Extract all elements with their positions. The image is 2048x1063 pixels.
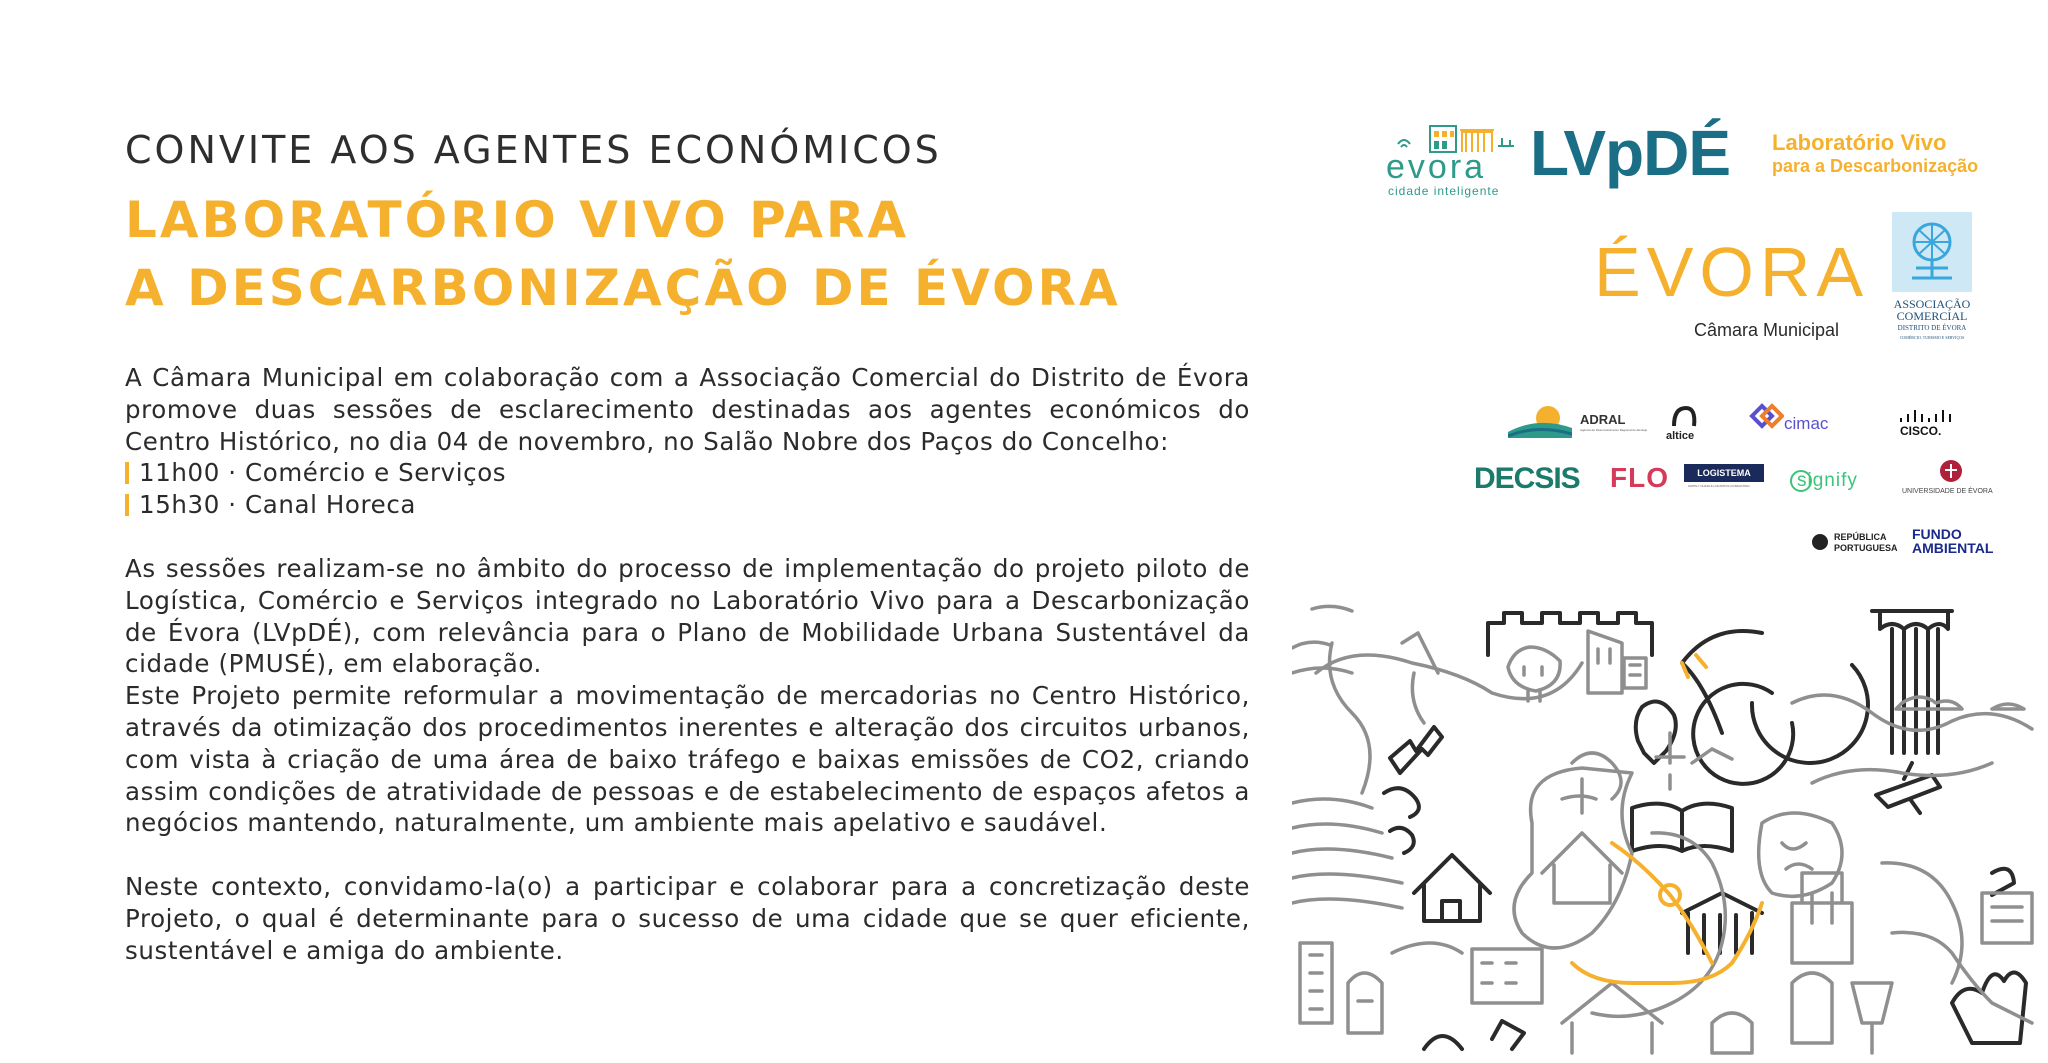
logistema-sub: SUPPLY CHAIN & LOGISTICS CONSULTING xyxy=(1688,484,1750,488)
fundo-line-1: FUNDO xyxy=(1912,526,1962,542)
logistema-name: LOGISTEMA xyxy=(1684,464,1764,482)
kicker-heading: CONVITE AOS AGENTES ECONÓMICOS xyxy=(125,128,942,172)
republica-line-1: REPÚBLICA xyxy=(1834,532,1887,542)
decsis-logo: DECSIS xyxy=(1474,462,1580,495)
adral-logo xyxy=(1508,402,1688,442)
session-marker xyxy=(125,462,129,484)
title-line-1: LABORATÓRIO VIVO PARA xyxy=(125,191,910,249)
university-name: UNIVERSIDADE DE ÉVORA xyxy=(1902,488,1993,495)
session-item xyxy=(125,489,1250,521)
cimac-logo xyxy=(1748,402,1848,446)
logistema-logo xyxy=(1684,464,1766,500)
session-marker xyxy=(125,494,129,516)
cisco-logo xyxy=(1898,408,1958,444)
cm-evora-name: ÉVORA xyxy=(1594,233,1870,311)
camara-municipal-logo xyxy=(1594,232,1870,344)
republica-line-2: PORTUGUESA xyxy=(1834,543,1898,553)
context-paragraph: As sessões realizam-se no âmbito do processo de implementação do projeto piloto de Logística, Comércio e Serviços integrado no Laboratório Vivo para a Descarbonização de Évora (LVpDÉ), com relevância para o Plano de Mobilidade Urbana Sustentável da cidade (PMUSÉ), em elaboração. xyxy=(125,553,1250,679)
page-title xyxy=(125,186,1121,322)
session-item xyxy=(125,457,1250,489)
body-text xyxy=(125,362,1250,967)
evora-ci-tagline: cidade inteligente xyxy=(1388,184,1500,198)
fundo-line-2: AMBIENTAL xyxy=(1912,540,1994,556)
universidade-evora-logo xyxy=(1902,458,2002,502)
cisco-name: CISCO. xyxy=(1900,424,1942,438)
lvpde-line-1: Laboratório Vivo xyxy=(1772,130,1947,155)
project-paragraph: Este Projeto permite reformular a movimentação de mercadorias no Centro Histórico, através da otimização dos procedimentos inerentes e alteração dos circuitos urbanos, com vista à criação de uma área de baixo tráfego e baixas emissões de CO2, criando assim condições de atratividade de pessoas e de estabelecimento de espaços afetos a negócios mantendo, naturalmente, um ambiente mais apelativo e saudável. xyxy=(125,681,1250,838)
signify-name: signify xyxy=(1797,470,1858,491)
republica-portuguesa-logo xyxy=(1810,530,1900,560)
assoc-line-4: COMÉRCIO, TURISMO E SERVIÇOS xyxy=(1899,335,1965,340)
evora-ci-name: evora xyxy=(1386,148,1487,186)
assoc-line-1: ASSOCIAÇÃO xyxy=(1893,297,1971,311)
flo-logo: FLO xyxy=(1610,462,1669,493)
lvpde-line-2: para a Descarbonização xyxy=(1772,156,1979,176)
invitation-paragraph: Neste contexto, convidamo-la(o) a participar e colaborar para a concretização deste Projeto, o qual é determinante para o sucesso de uma cidade que se quer eficiente, sustentável e amiga do ambiente. xyxy=(125,872,1250,965)
globe-scales-icon xyxy=(1892,212,1972,292)
adral-name: ADRAL xyxy=(1580,412,1626,427)
adral-sub: Agência de Desenvolvimento Regional do Alentejo xyxy=(1580,428,1648,432)
session-text: 15h30 · Canal Horeca xyxy=(139,490,417,520)
cisco-bars-icon xyxy=(1898,408,1952,424)
cimac-name: cimac xyxy=(1784,414,1829,433)
cm-evora-sub: Câmara Municipal xyxy=(1694,320,1840,340)
altice-symbol-icon xyxy=(1670,404,1700,428)
evora-cidade-inteligente-logo xyxy=(1384,118,1520,196)
intro-paragraph: A Câmara Municipal em colaboração com a Associação Comercial do Distrito de Évora promove duas sessões de esclarecimento destinadas aos agentes económicos do Centro Histórico, no dia 04 de novembro, no Salão Nobre dos Paços do Concelho: xyxy=(125,363,1250,456)
altice-name: altice xyxy=(1666,430,1695,442)
sun-fields-icon xyxy=(1508,402,1572,438)
assoc-line-3: DISTRITO DE ÉVORA xyxy=(1897,324,1967,332)
city-illustration xyxy=(1292,603,2048,1063)
signify-logo xyxy=(1788,468,1888,496)
lvpde-logo xyxy=(1530,116,1990,196)
cimac-symbol-icon xyxy=(1748,402,1784,432)
fundo-ambiental-logo xyxy=(1912,526,1996,562)
portugal-emblem-icon xyxy=(1810,530,1830,554)
title-line-2: A DESCARBONIZAÇÃO DE ÉVORA xyxy=(125,259,1121,317)
university-crest-icon xyxy=(1936,458,1966,484)
session-text: 11h00 · Comércio e Serviços xyxy=(139,458,507,488)
altice-logo xyxy=(1666,404,1706,444)
lvpde-acronym: LVpDÉ xyxy=(1530,117,1731,189)
assoc-line-2: COMERCIAL xyxy=(1896,309,1968,323)
associacao-comercial-logo xyxy=(1880,212,1984,347)
